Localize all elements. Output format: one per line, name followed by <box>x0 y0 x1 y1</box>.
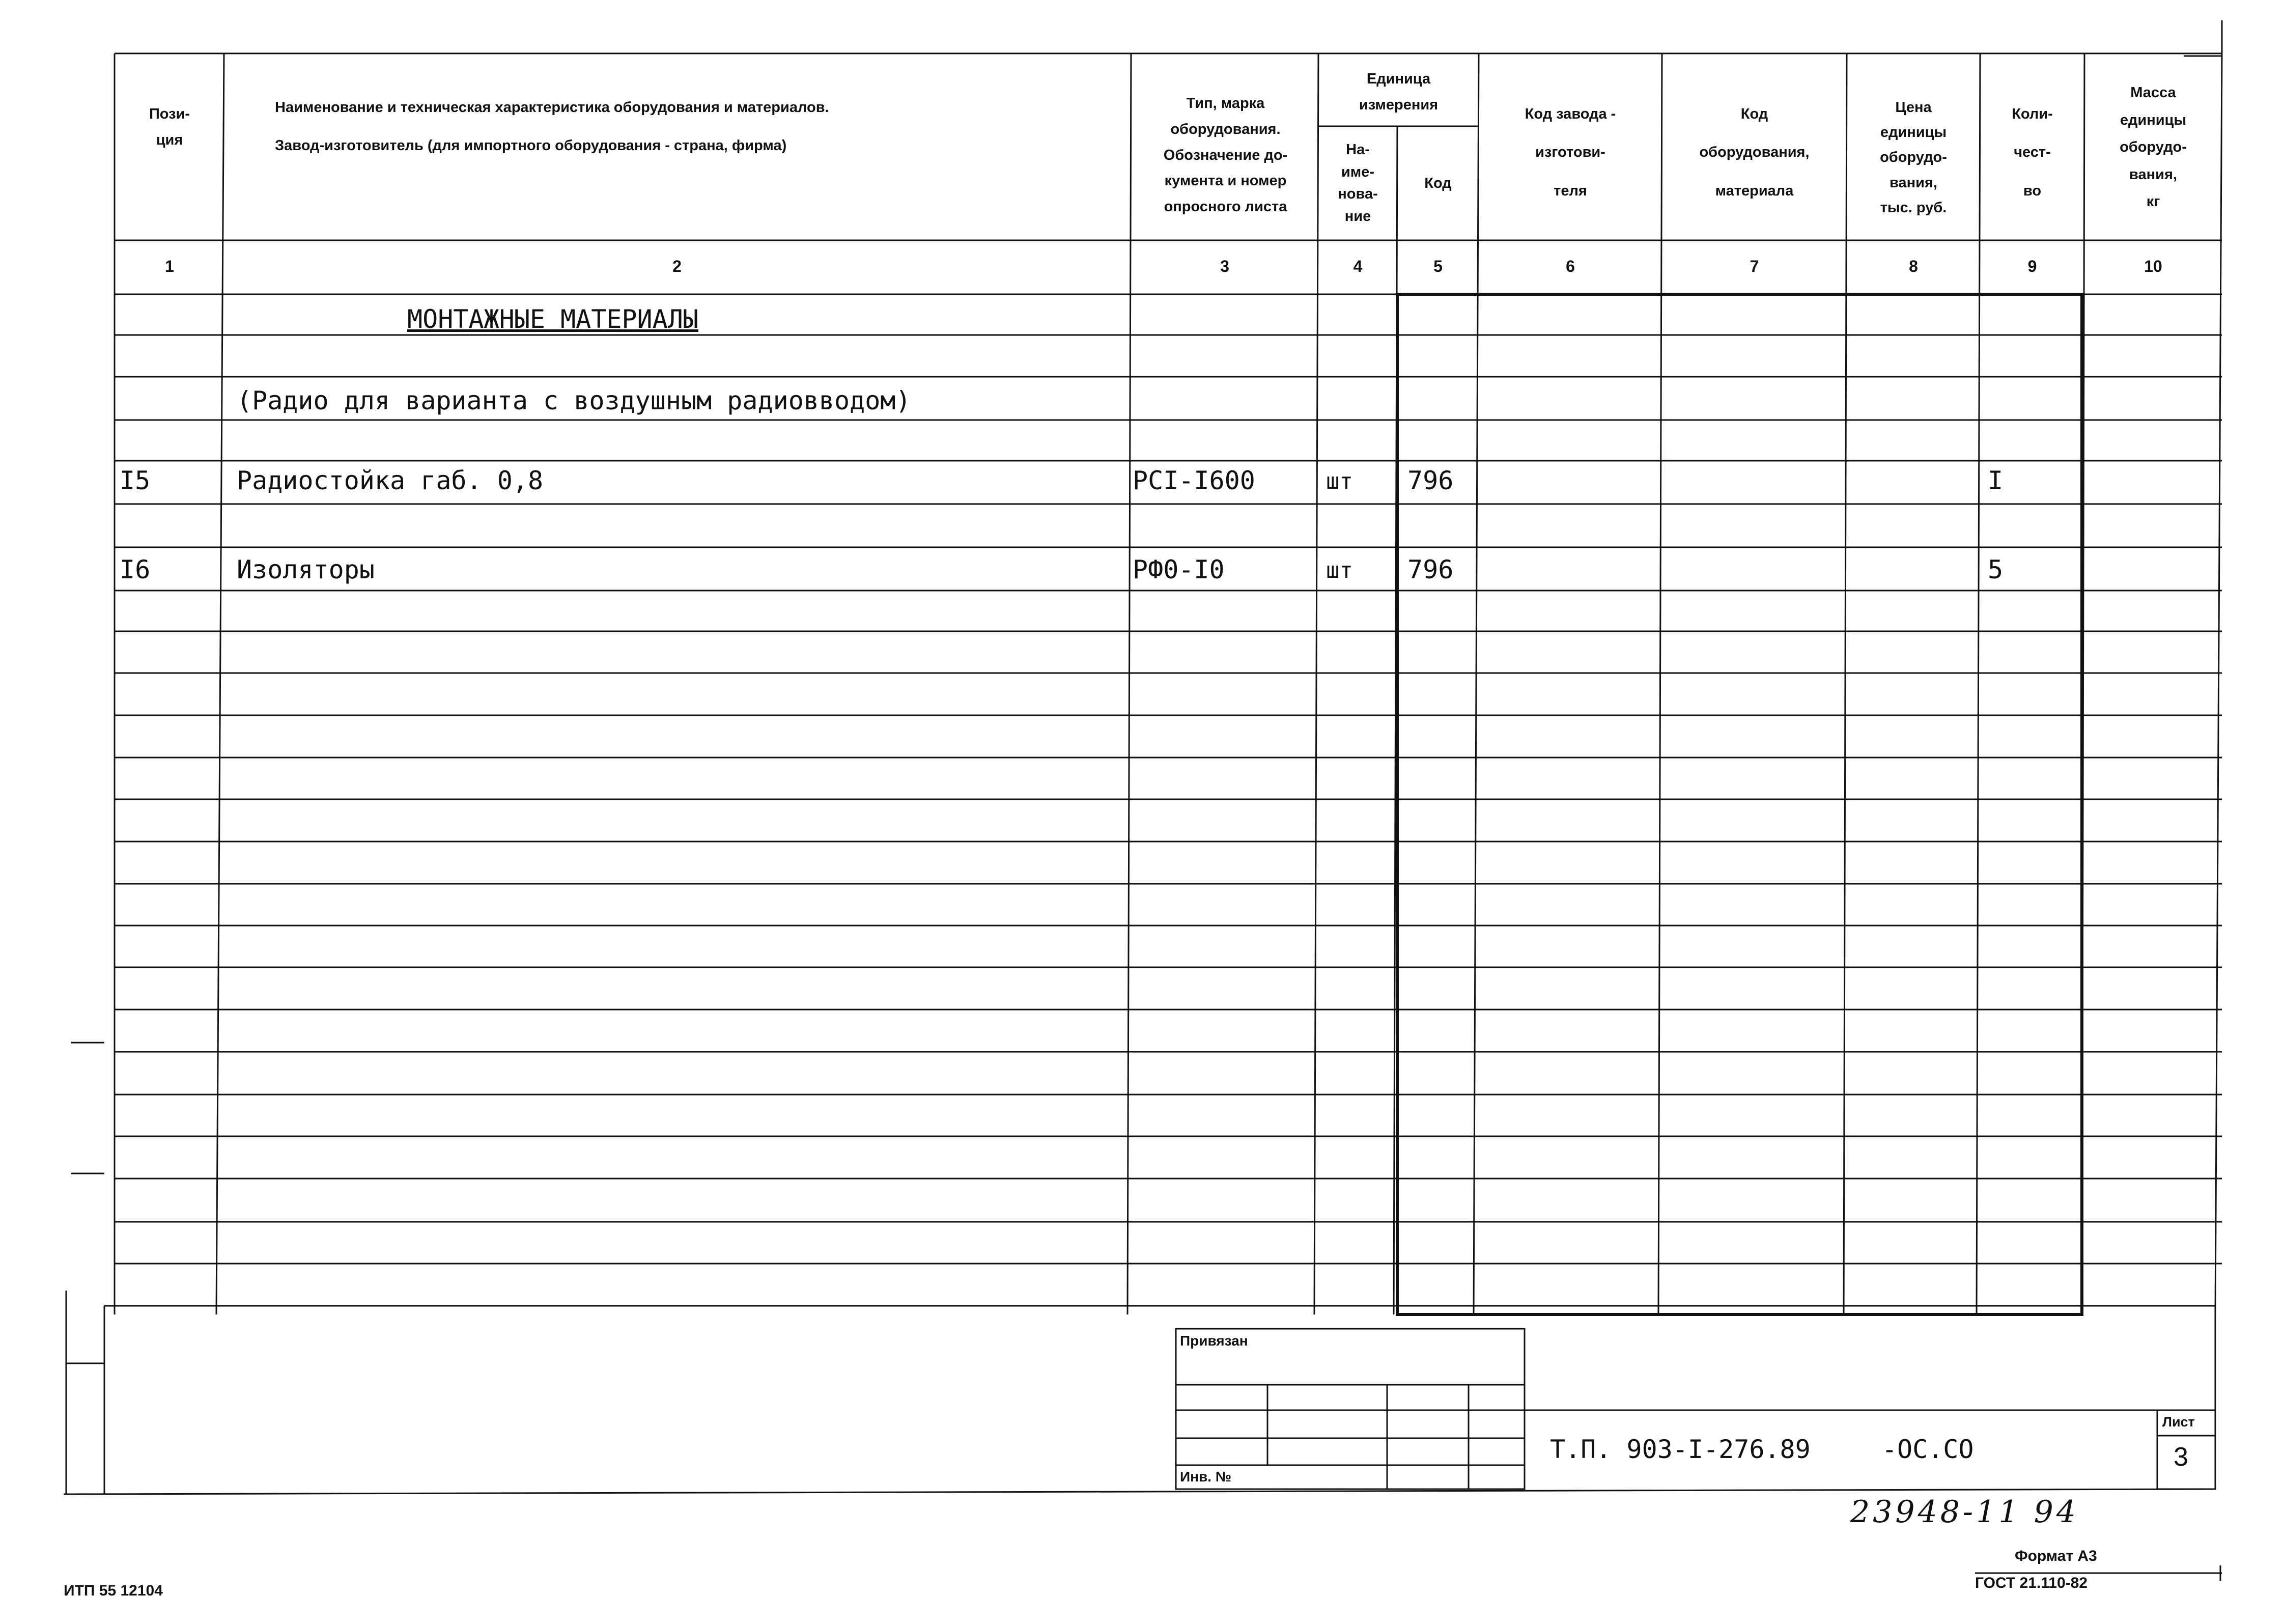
column-number-3: 3 <box>1220 257 1229 275</box>
header-factory-code: Код завода - изготови- теля <box>1525 105 1616 199</box>
header-unit-group: Единица измерения <box>1359 70 1439 113</box>
header-position: Пози- ция <box>149 106 190 148</box>
header-name-line-2: Завод-изготовитель (для импортного оборудования - страна, фирма) <box>275 137 787 154</box>
column-number-1: 1 <box>165 257 174 275</box>
item-name: Радиостойка габ. 0,8 <box>237 466 544 495</box>
header-unit-name: На- име- нова- ние <box>1338 142 1378 225</box>
attached-label: Привязан <box>1180 1333 1248 1349</box>
column-number-5: 5 <box>1433 257 1443 275</box>
item-type: PФ0-I0 <box>1133 555 1225 584</box>
subsection-title: (Радио для варианта с воздушным радиовводом) <box>237 386 911 415</box>
item-position: I5 <box>120 466 151 495</box>
item-quantity: I <box>1988 466 2004 495</box>
column-number-4: 4 <box>1353 257 1363 275</box>
column-number-8: 8 <box>1909 257 1918 275</box>
header-quantity: Коли- чест- во <box>2012 105 2053 199</box>
designation-code: Т.П. 903-I-276.89 <box>1550 1435 1811 1464</box>
sheet-label: Лист <box>2162 1414 2195 1430</box>
item-name: Изоляторы <box>237 555 375 584</box>
designation-suffix: -ОС.СО <box>1881 1435 1974 1464</box>
header-equipment-code: Код оборудования, материала <box>1699 105 1810 199</box>
column-number-7: 7 <box>1750 257 1759 275</box>
column-number-10: 10 <box>2144 257 2162 275</box>
column-number-2: 2 <box>672 257 682 275</box>
format-label: Формат А3 <box>2015 1548 2097 1564</box>
header-unit-price: Цена единицы оборудо- вания, тыс. руб. <box>1880 99 1947 216</box>
header-unit-mass: Масса единицы оборудо- вания, кг <box>2120 84 2187 210</box>
item-unit: шт <box>1326 557 1353 583</box>
section-title: МОНТАЖНЫЕ МАТЕРИАЛЫ <box>407 304 698 334</box>
handwritten-archive-number: 23948-11 94 <box>1850 1494 2079 1530</box>
column-number-6: 6 <box>1566 257 1575 275</box>
header-unit-code: Код <box>1424 175 1452 191</box>
item-unit-code: 796 <box>1407 555 1454 584</box>
item-position: I6 <box>120 555 151 584</box>
footer-left-code: ИТП 55 12104 <box>64 1582 163 1599</box>
header-type-mark: Тип, марка оборудования. Обозначение до- кумента и номер опросного листа <box>1163 95 1288 215</box>
column-number-9: 9 <box>2027 257 2037 275</box>
inventory-number-label: Инв. № <box>1180 1469 1232 1485</box>
document-designation <box>1550 1435 1973 1464</box>
item-type: PCI-I600 <box>1133 466 1255 495</box>
header-name-line-1: Наименование и техническая характеристика оборудования и материалов. <box>275 99 829 116</box>
item-unit: шт <box>1326 468 1353 494</box>
sheet-number: 3 <box>2174 1442 2188 1472</box>
header-name-description <box>275 99 1110 154</box>
item-quantity: 5 <box>1988 555 2004 584</box>
gost-label: ГОСТ 21.110-82 <box>1975 1575 2088 1591</box>
item-unit-code: 796 <box>1407 466 1454 495</box>
